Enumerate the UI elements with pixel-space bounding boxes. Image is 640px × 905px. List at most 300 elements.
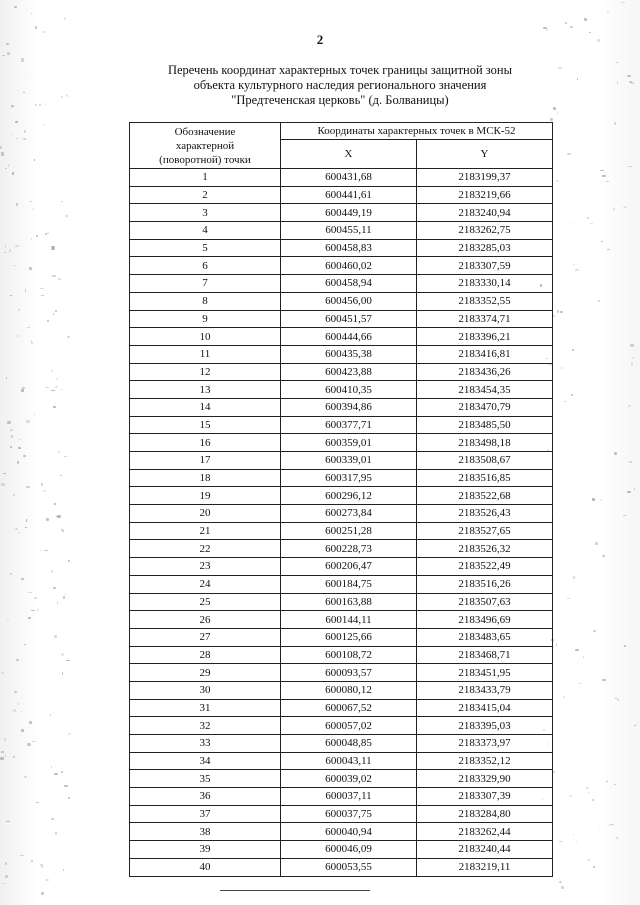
table-row (130, 593, 553, 611)
y-coordinate-cell: 2183240,44 (417, 841, 553, 859)
scan-speck (27, 327, 30, 328)
scan-speck (35, 104, 37, 106)
x-coordinate-cell: 600040,94 (281, 823, 417, 841)
table-row (130, 788, 553, 806)
table-row (130, 735, 553, 753)
scan-speck (54, 503, 56, 505)
y-coordinate-cell: 2183219,11 (417, 858, 553, 876)
table-row (130, 575, 553, 593)
point-number-cell: 3 (130, 204, 281, 222)
y-coordinate-cell: 2183485,50 (417, 416, 553, 434)
scan-speck (573, 264, 574, 265)
scan-speck (24, 776, 27, 778)
scan-speck (43, 490, 45, 492)
point-number-cell: 29 (130, 664, 281, 682)
x-coordinate-cell: 600048,85 (281, 735, 417, 753)
scan-speck (13, 494, 14, 496)
scan-speck (21, 711, 22, 712)
scan-speck (565, 22, 566, 24)
x-coordinate-cell: 600206,47 (281, 558, 417, 576)
x-coordinate-cell: 600125,66 (281, 628, 417, 646)
scan-speck (60, 475, 63, 476)
scan-speck (53, 313, 54, 315)
table-row (130, 611, 553, 629)
scan-speck (65, 593, 66, 594)
scan-speck (39, 104, 41, 106)
x-coordinate-cell: 600458,94 (281, 275, 417, 293)
table-row (130, 841, 553, 859)
table-row (130, 664, 553, 682)
scan-shadow-left (0, 0, 38, 905)
table-row (130, 717, 553, 735)
scan-speck (53, 587, 56, 590)
x-coordinate-cell: 600046,09 (281, 841, 417, 859)
point-number-cell: 35 (130, 770, 281, 788)
y-coordinate-cell: 2183470,79 (417, 398, 553, 416)
scan-speck (23, 455, 26, 457)
point-number-cell: 40 (130, 858, 281, 876)
scan-speck (57, 602, 58, 603)
x-coordinate-cell: 600080,12 (281, 681, 417, 699)
scan-speck (634, 488, 635, 489)
scan-speck (611, 824, 614, 825)
table-row (130, 398, 553, 416)
table-body (130, 169, 553, 877)
scan-speck (561, 367, 563, 370)
scan-speck (41, 295, 44, 296)
x-coordinate-cell: 600037,75 (281, 805, 417, 823)
scan-speck (5, 862, 7, 865)
scan-speck (593, 630, 596, 632)
x-coordinate-cell: 600184,75 (281, 575, 417, 593)
x-coordinate-cell: 600410,35 (281, 381, 417, 399)
scan-speck (29, 721, 32, 724)
coordinates-header: Координаты характерных точек в МСК-52 (281, 123, 553, 140)
scan-speck (68, 797, 70, 799)
scan-speck (21, 58, 24, 60)
header-line: характерной (175, 139, 235, 152)
table-row (130, 275, 553, 293)
x-coordinate-cell: 600108,72 (281, 646, 417, 664)
point-number-cell: 24 (130, 575, 281, 593)
x-coordinate-cell: 600458,83 (281, 239, 417, 257)
y-coordinate-cell: 2183416,81 (417, 345, 553, 363)
scan-speck (595, 542, 599, 545)
x-coordinate-cell: 600339,01 (281, 452, 417, 470)
scan-speck (62, 530, 64, 532)
x-coordinate-cell: 600039,02 (281, 770, 417, 788)
scan-speck (61, 771, 63, 772)
scan-speck (556, 180, 559, 182)
title-line: "Предтеченская церковь" (д. Болваницы) (231, 93, 449, 107)
table-row (130, 292, 553, 310)
scan-speck (7, 421, 10, 424)
scan-speck (569, 795, 572, 797)
x-coordinate-cell: 600423,88 (281, 363, 417, 381)
point-number-cell: 38 (130, 823, 281, 841)
footer-rule (220, 890, 370, 891)
table-row (130, 469, 553, 487)
y-coordinate-cell: 2183352,12 (417, 752, 553, 770)
table-row (130, 186, 553, 204)
title-line: Перечень координат характерных точек границы защитной зоны (167, 63, 513, 77)
scan-speck (67, 336, 70, 338)
table-row (130, 770, 553, 788)
point-number-cell: 4 (130, 222, 281, 240)
y-coordinate-cell: 2183219,66 (417, 186, 553, 204)
document-title (110, 63, 570, 108)
scan-speck (587, 217, 590, 219)
point-number-cell: 23 (130, 558, 281, 576)
scan-speck (27, 743, 30, 745)
y-coordinate-cell: 2183262,75 (417, 222, 553, 240)
x-coordinate-cell: 600460,02 (281, 257, 417, 275)
y-coordinate-cell: 2183526,32 (417, 540, 553, 558)
scan-speck (51, 370, 53, 372)
x-coordinate-cell: 600057,02 (281, 717, 417, 735)
y-coordinate-cell: 2183415,04 (417, 699, 553, 717)
point-number-cell: 10 (130, 328, 281, 346)
y-coordinate-cell: 2183507,63 (417, 593, 553, 611)
x-coordinate-cell: 600456,00 (281, 292, 417, 310)
point-number-cell: 36 (130, 788, 281, 806)
scan-speck (623, 515, 626, 516)
scan-speck (28, 592, 32, 593)
y-coordinate-cell: 2183526,43 (417, 505, 553, 523)
x-coordinate-cell: 600377,71 (281, 416, 417, 434)
y-coordinate-cell: 2183199,37 (417, 169, 553, 187)
table-row (130, 646, 553, 664)
x-coordinate-cell: 600449,19 (281, 204, 417, 222)
header-line: Обозначение (174, 125, 236, 138)
scan-speck (15, 121, 18, 123)
table-row (130, 505, 553, 523)
scan-speck (587, 859, 591, 861)
scan-speck (588, 792, 590, 793)
point-number-cell: 17 (130, 452, 281, 470)
x-coordinate-cell: 600441,61 (281, 186, 417, 204)
scan-speck (15, 528, 18, 530)
scan-speck (561, 886, 563, 889)
y-coordinate-cell: 2183454,35 (417, 381, 553, 399)
scan-speck (9, 249, 12, 251)
scan-speck (631, 363, 634, 365)
point-number-cell: 34 (130, 752, 281, 770)
scan-speck (51, 570, 53, 573)
point-number-cell: 33 (130, 735, 281, 753)
x-coordinate-cell: 600296,12 (281, 487, 417, 505)
scan-speck (50, 714, 51, 717)
scan-speck (31, 342, 32, 344)
table-row (130, 345, 553, 363)
point-number-cell: 21 (130, 522, 281, 540)
scan-speck (64, 456, 67, 458)
scan-speck (13, 709, 17, 711)
x-coordinate-cell: 600067,52 (281, 699, 417, 717)
point-number-cell: 32 (130, 717, 281, 735)
point-number-cell: 30 (130, 681, 281, 699)
scan-speck (563, 696, 566, 698)
scan-speck (61, 653, 64, 656)
table-row (130, 169, 553, 187)
x-coordinate-cell: 600394,86 (281, 398, 417, 416)
scan-speck (45, 879, 49, 881)
point-number-cell: 31 (130, 699, 281, 717)
scan-speck (40, 550, 41, 552)
y-coordinate-cell: 2183516,26 (417, 575, 553, 593)
table-row (130, 752, 553, 770)
scan-speck (61, 389, 63, 390)
x-coordinate-cell: 600053,55 (281, 858, 417, 876)
scan-speck (1, 483, 4, 486)
scan-speck (614, 122, 616, 125)
scan-speck (573, 576, 575, 579)
scan-speck (627, 75, 630, 77)
scan-speck (559, 841, 562, 843)
scan-speck (592, 799, 594, 801)
scan-speck (63, 596, 65, 599)
scan-speck (51, 766, 52, 768)
scan-speck (567, 598, 571, 599)
scan-speck (55, 832, 57, 835)
scan-speck (567, 153, 571, 155)
point-number-cell: 19 (130, 487, 281, 505)
scan-speck (33, 208, 34, 210)
y-coordinate-cell: 2183433,79 (417, 681, 553, 699)
point-number-cell: 7 (130, 275, 281, 293)
table-row (130, 310, 553, 328)
scan-speck (46, 518, 49, 521)
scan-shadow-right (600, 0, 640, 905)
point-number-cell: 15 (130, 416, 281, 434)
y-coordinate-cell: 2183508,67 (417, 452, 553, 470)
scan-speck (57, 515, 61, 518)
scan-speck (61, 201, 63, 202)
point-number-cell: 20 (130, 505, 281, 523)
scan-speck (583, 656, 585, 658)
point-number-cell: 16 (130, 434, 281, 452)
scan-speck (56, 378, 58, 380)
scan-speck (66, 94, 69, 97)
scan-speck (24, 644, 25, 645)
y-coordinate-cell: 2183240,94 (417, 204, 553, 222)
table-row (130, 222, 553, 240)
scan-speck (627, 491, 631, 493)
y-coordinate-cell: 2183352,55 (417, 292, 553, 310)
point-number-cell: 25 (130, 593, 281, 611)
scan-speck (4, 252, 6, 253)
x-coordinate-cell: 600093,57 (281, 664, 417, 682)
scan-speck (34, 413, 35, 415)
scan-speck (5, 875, 8, 877)
table-row (130, 487, 553, 505)
scan-speck (572, 349, 574, 351)
y-coordinate-cell: 2183307,59 (417, 257, 553, 275)
scan-speck (573, 223, 575, 224)
scan-speck (576, 841, 577, 843)
table-row (130, 558, 553, 576)
scan-speck (0, 757, 4, 760)
y-coordinate-cell: 2183436,26 (417, 363, 553, 381)
scan-speck (51, 818, 55, 820)
table-row (130, 805, 553, 823)
point-number-cell: 8 (130, 292, 281, 310)
scan-speck (21, 578, 24, 581)
y-coordinate-cell: 2183262,44 (417, 823, 553, 841)
table-row (130, 381, 553, 399)
x-coordinate-cell: 600037,11 (281, 788, 417, 806)
x-coordinate-cell: 600251,28 (281, 522, 417, 540)
y-coordinate-cell: 2183329,90 (417, 770, 553, 788)
x-coordinate-cell: 600228,73 (281, 540, 417, 558)
table-row (130, 858, 553, 876)
y-coordinate-cell: 2183395,03 (417, 717, 553, 735)
scan-speck (11, 435, 13, 436)
scan-speck (7, 619, 9, 620)
x-coordinate-cell: 600043,11 (281, 752, 417, 770)
scan-speck (560, 311, 563, 313)
scan-speck (40, 288, 44, 289)
y-coordinate-cell: 2183451,95 (417, 664, 553, 682)
y-coordinate-cell: 2183496,69 (417, 611, 553, 629)
scan-speck (556, 644, 557, 647)
scan-speck (586, 787, 588, 789)
scan-speck (25, 289, 26, 292)
y-coordinate-cell: 2183285,03 (417, 239, 553, 257)
scan-speck (63, 869, 64, 871)
scan-speck (64, 785, 67, 787)
scan-speck (16, 138, 19, 139)
scan-speck (557, 112, 558, 115)
point-number-cell: 1 (130, 169, 281, 187)
scan-speck (555, 512, 557, 513)
scan-speck (15, 245, 19, 247)
scan-speck (10, 573, 12, 575)
scan-speck (553, 771, 556, 774)
y-coordinate-cell: 2183374,71 (417, 310, 553, 328)
scan-speck (47, 320, 50, 322)
scan-speck (573, 834, 574, 835)
scan-speck (25, 74, 26, 75)
table-row (130, 239, 553, 257)
scan-speck (2, 883, 5, 885)
scan-speck (593, 866, 594, 868)
table-row (130, 823, 553, 841)
scan-speck (617, 699, 619, 700)
page-number: 2 (316, 32, 324, 47)
scan-speck (5, 168, 7, 169)
scan-speck (564, 401, 566, 403)
scan-speck (54, 635, 57, 638)
scan-speck (41, 483, 44, 486)
table-row (130, 363, 553, 381)
scan-speck (21, 729, 24, 732)
scan-speck (559, 881, 562, 883)
title-line: объекта культурного наследия регионального значения (193, 78, 487, 92)
scan-speck (602, 679, 606, 681)
point-number-cell: 9 (130, 310, 281, 328)
scan-speck (629, 461, 632, 464)
scan-speck (18, 447, 21, 449)
scan-speck (632, 357, 634, 359)
scan-speck (621, 2, 625, 3)
scan-speck (58, 451, 59, 454)
scan-speck (26, 420, 30, 422)
x-coordinate-cell: 600317,95 (281, 469, 417, 487)
scan-speck (577, 78, 578, 80)
scan-speck (53, 406, 56, 408)
table-row (130, 628, 553, 646)
scan-speck (550, 118, 553, 121)
table-row (130, 204, 553, 222)
table-row (130, 540, 553, 558)
table-row (130, 434, 553, 452)
scan-speck (6, 377, 7, 379)
point-number-cell: 12 (130, 363, 281, 381)
table-row (130, 257, 553, 275)
table-row (130, 452, 553, 470)
point-number-cell: 14 (130, 398, 281, 416)
point-number-cell: 13 (130, 381, 281, 399)
point-number-cell: 11 (130, 345, 281, 363)
y-coordinate-cell: 2183498,18 (417, 434, 553, 452)
scan-speck (65, 215, 69, 217)
scan-speck (44, 550, 48, 551)
y-coordinate-cell: 2183307,39 (417, 788, 553, 806)
y-coordinate-cell: 2183522,68 (417, 487, 553, 505)
scan-speck (8, 164, 9, 167)
scan-speck (66, 660, 70, 661)
scan-speck (55, 310, 58, 312)
scan-speck (13, 756, 15, 758)
x-column-header: X (281, 140, 417, 169)
x-coordinate-cell: 600144,11 (281, 611, 417, 629)
scan-speck (26, 486, 30, 488)
x-coordinate-cell: 600273,84 (281, 505, 417, 523)
scan-speck (575, 649, 579, 651)
scan-speck (41, 892, 43, 895)
point-number-cell: 39 (130, 841, 281, 859)
scan-speck (51, 390, 54, 391)
scan-speck (607, 249, 610, 250)
coordinates-table (129, 122, 553, 877)
scan-speck (17, 461, 19, 464)
scan-speck (28, 617, 31, 619)
table-header (130, 123, 553, 169)
point-number-cell: 37 (130, 805, 281, 823)
scan-speck (570, 26, 572, 28)
y-coordinate-cell: 2183483,65 (417, 628, 553, 646)
x-coordinate-cell: 600163,88 (281, 593, 417, 611)
y-coordinate-cell: 2183396,21 (417, 328, 553, 346)
point-number-cell: 6 (130, 257, 281, 275)
scan-speck (601, 499, 602, 501)
y-coordinate-cell: 2183284,80 (417, 805, 553, 823)
scan-speck (575, 269, 579, 271)
scan-speck (600, 170, 604, 171)
scan-speck (584, 18, 588, 21)
scan-speck (592, 498, 596, 500)
point-number-cell: 18 (130, 469, 281, 487)
x-coordinate-cell: 600451,57 (281, 310, 417, 328)
y-column-header: Y (417, 140, 553, 169)
scan-speck (68, 733, 71, 735)
point-number-cell: 5 (130, 239, 281, 257)
point-number-cell: 22 (130, 540, 281, 558)
scan-speck (31, 860, 33, 862)
point-number-cell: 27 (130, 628, 281, 646)
scan-speck (616, 837, 618, 839)
